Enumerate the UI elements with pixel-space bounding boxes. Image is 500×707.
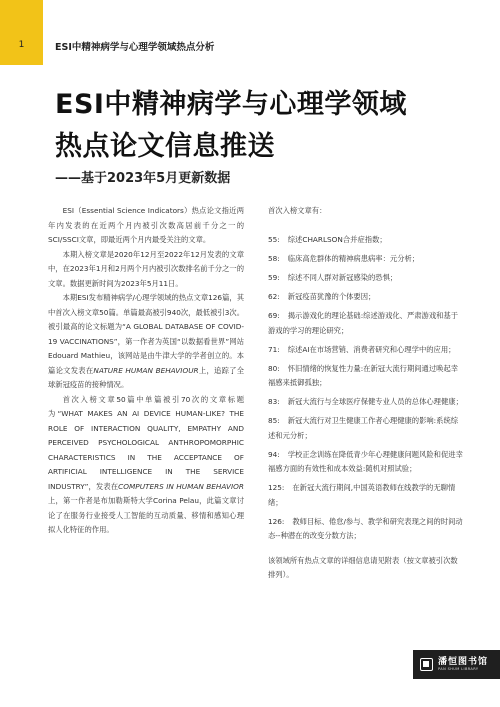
list-item-citations: 62: [268,292,280,301]
list-item-title: 教师目标、倦怠/参与、教学和研究表现之间的时间动态--种潜在的改变分数方法； [268,516,463,540]
paragraph-top-cited [48,291,244,393]
list-item-citations: 69: [268,311,280,320]
list-item-citations: 80: [268,363,280,373]
list-item [268,395,464,410]
paragraph-first-entry [48,393,244,538]
list-item-title: 新冠疫苗犹豫的个体要因； [287,292,376,301]
hot-paper-list [268,233,464,544]
list-item-citations: 55: [268,235,280,244]
logo-name-cn: 潘恒图书馆 [438,657,489,667]
list-item-title: 新冠大流行对卫生健康工作者心理健康的影响:系统综述和元分析； [268,416,459,440]
header-accent-block [0,0,43,65]
list-item [268,343,464,358]
document-title-line-2: 热点论文信息推送 [55,131,275,162]
page-number: 1 [18,40,25,50]
list-item-citations: 71: [268,344,280,354]
list-item-citations: 94: [268,449,280,459]
left-column [48,204,244,538]
list-item-title: 临床高危群体的精神病患病率：元分析； [287,254,420,263]
page-header [0,0,500,65]
library-logo-icon [420,658,433,671]
list-item [268,309,464,338]
paragraph-definition: ESI（Essential Science Indicators）热点论文指近两年内发表的在近两个月内被引次数高居前千分之一的SCI/SSCI文章，即最近两个月内最受关注的文章。 [48,206,244,244]
list-item [268,448,464,477]
list-item-citations: 85: [268,416,280,425]
appendix-note: 该领域所有热点文章的详细信息请见附表（按文章被引次数排列）。 [268,555,458,579]
paragraph-first-entry-text-end: 上，第一作者是布加勒斯特大学Corina Pelau，此篇文章讨论了在服务行业接受人工智能的互动质量、移情和感知心理拟人化特征的作用。 [48,496,244,534]
list-item [268,290,464,305]
list-item-title: 在新冠大流行期间,中国英语教师在线教学的无聊情绪； [268,483,456,507]
journal-name: COMPUTERS IN HUMAN BEHAVIOR [118,481,244,491]
list-item-title: 学校正念训练在降低青少年心理健康问题风险和促进幸福感方面的有效性和成本效益:随机对照试验； [268,449,463,473]
list-item [268,362,464,391]
list-item-citations: 58: [268,254,280,263]
list-item-citations: 59: [268,273,280,282]
paragraph-top-cited-text: 本期ESI发布精神病学/心理学领域的热点文章126篇，其中首次入榜文章50篇。单篇最高被引940次，最低被引3次。被引最高的论文标题为“A GLOBAL DATABASE OF COVID-19 VACCINATIONS”，第一作者为英国“以数据看世界”网站Edouard Mathieu，该网站是由牛津大学的学者创立的。本篇论文发表在 [48,293,244,375]
list-item-title: 怀旧情绪的恢复性力量:在新冠大流行期间通过唤起幸福感来抵御孤独； [268,363,459,387]
document-subtitle: ——基于2023年5月更新数据 [55,171,231,186]
list-item [268,481,464,510]
library-logo [413,650,500,679]
list-item-title: 综述CHARLSON合并症指数； [287,235,387,244]
list-item-citations: 83: [268,397,280,406]
paragraph-first-entry-text: 首次入榜文章50篇中单篇被引70次的文章标题为“WHAT MAKES AN AI DEVICE HUMAN-LIKE? THE ROLE OF INTERACTION QUALITY, EMPATHY AND PERCEIVED PSYCHOLOGICAL ANTHROPOMORPHIC CHARACTERISTICS IN THE ACCEPTANCE OF ARTIFICIAL INTELLIGENCE IN THE SERVICE INDUSTRY”，发表在 [48,394,244,491]
paragraph-top-cited-text-end: 上，追踪了全球新冠疫苗的接种情况。 [48,365,245,389]
running-title: ESI中精神病学与心理学领域热点分析 [55,42,215,53]
logo-text [438,657,488,672]
list-item [268,515,464,544]
right-column [268,204,464,583]
list-item [268,233,464,248]
logo-name-en: PAN SHUM LIBRARY [438,667,479,671]
list-intro: 首次入榜文章有： [268,206,327,215]
list-item-title: 综述AI在市场营销、消费者研究和心理学中的应用； [287,344,456,354]
list-item-citations: 125: [268,483,285,492]
list-item-title: 新冠大流行与全球医疗保健专业人员的总体心理健康； [287,397,463,406]
document-title-line-1: ESI中精神病学与心理学领域 [55,89,407,120]
journal-name: NATURE HUMAN BEHAVIOUR [93,365,199,375]
list-item-citations: 126: [268,516,285,526]
list-item [268,414,464,443]
list-item [268,252,464,267]
list-item-title: 揭示游戏化的理论基础:综述游戏化、严肃游戏和基于游戏的学习的理论研究； [268,311,459,335]
list-item-title: 综述不同人群对新冠感染的恐惧； [287,273,398,282]
paragraph-period: 本期入榜文章是2020年12月至2022年12月发表的文章中，在2023年1月和2月两个月内被引次数排名前千分之一的文章。数据更新时间为2023年5月11日。 [48,249,244,288]
list-item [268,271,464,286]
